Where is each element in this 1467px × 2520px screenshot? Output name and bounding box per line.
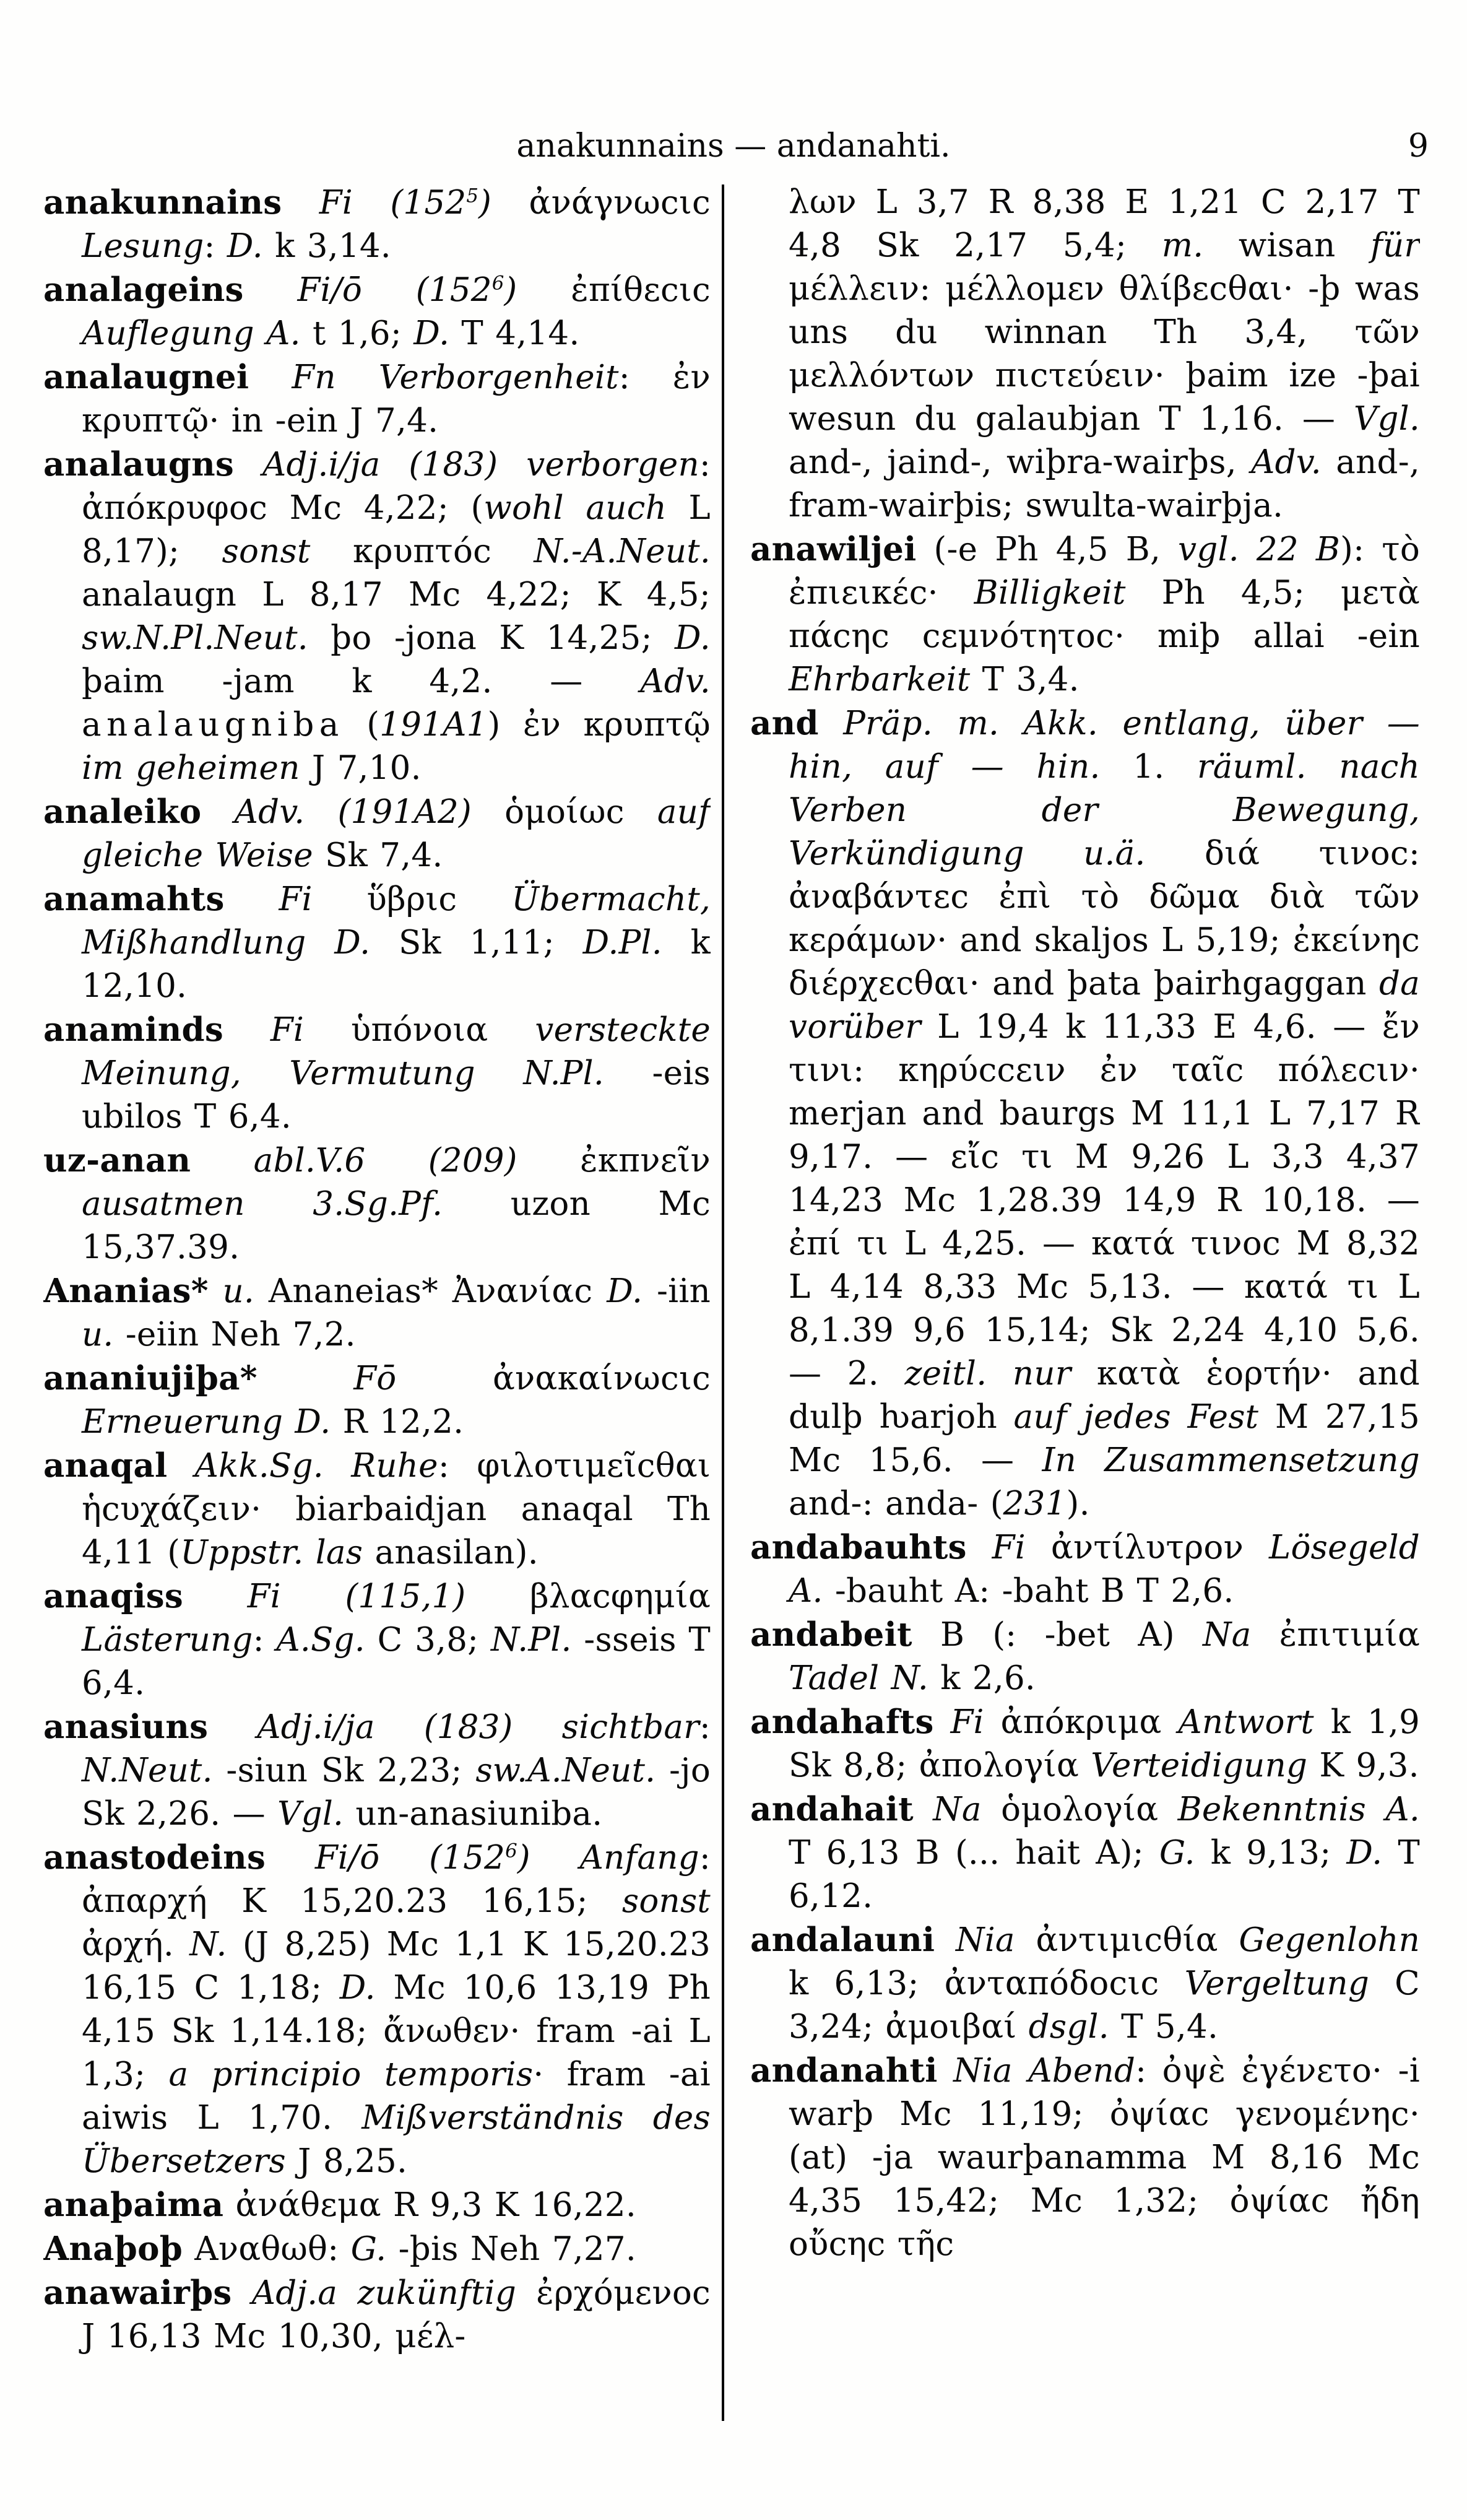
headword: anaqal bbox=[43, 1446, 168, 1485]
text-run: auf jedes Fest bbox=[1013, 1398, 1259, 1436]
text-run: 191A1 bbox=[379, 706, 488, 744]
text-run: -sseis T 6,4. bbox=[82, 1621, 711, 1702]
text-run bbox=[209, 1272, 223, 1310]
text-run: Adj.a zukünftig bbox=[232, 2274, 517, 2312]
text-run: Na bbox=[913, 1791, 982, 1828]
text-run: J 7,10. bbox=[300, 749, 422, 787]
text-run: ἀπόκριμα bbox=[984, 1703, 1179, 1741]
text-run: Sk 1,11; bbox=[370, 924, 583, 962]
text-run: G. bbox=[350, 2230, 387, 2268]
text-run: 6 bbox=[505, 1840, 517, 1862]
text-run: μέλλειν: μέλλομεν θλίβεϲθαι· -þ was uns du winnan Th 3,4, τῶν μελλόντων πιϲτεύειν· þaim ize -þai wesun du galaubjan T 1,16. — bbox=[789, 270, 1420, 438]
text-run: sonst bbox=[222, 532, 311, 570]
text-run: Mißverständnis des Übersetzers bbox=[82, 2099, 711, 2180]
text-run: ): τὸ ἐπιεικέϲ· bbox=[789, 531, 1420, 612]
dictionary-entry bbox=[43, 1008, 711, 1139]
text-run: Fi/ō (152 bbox=[266, 1839, 506, 1877]
text-run: D. bbox=[1346, 1834, 1383, 1872]
headword: andahait bbox=[750, 1790, 914, 1828]
dictionary-entry bbox=[750, 1526, 1420, 1613]
headword: andalauni bbox=[750, 1921, 935, 1959]
text-run: In Zusammensetzung bbox=[1042, 1441, 1420, 1479]
text-run: : bbox=[204, 227, 227, 265]
text-run: anasilan). bbox=[363, 1534, 539, 1571]
text-run: T 5,4. bbox=[1109, 2008, 1219, 2046]
text-run: Fn Verborgenheit bbox=[249, 358, 619, 396]
headword: ananiujiþa* bbox=[43, 1359, 257, 1397]
text-run: þaim -jam k 4,2. — bbox=[82, 663, 641, 700]
text-run: N.Neut. bbox=[82, 1752, 213, 1789]
text-run: Ananeias* Ἀνανίαϲ bbox=[254, 1272, 607, 1310]
text-run: Adj.i/ja (183) verborgen bbox=[234, 446, 699, 484]
text-run: G. bbox=[1159, 1834, 1195, 1872]
headword: anastodeins bbox=[43, 1838, 266, 1877]
text-run: analaugniba bbox=[82, 706, 344, 744]
text-run: Ehrbarkeit bbox=[789, 661, 971, 698]
running-title: anakunnains — andanahti. bbox=[516, 128, 951, 165]
text-run: 6 bbox=[491, 272, 504, 295]
text-run: ἀνακαίνωϲιϲ bbox=[396, 1360, 711, 1397]
text-run: ἐπιτιμία bbox=[1251, 1616, 1420, 1654]
text-run: T 3,4. bbox=[970, 661, 1080, 698]
text-run: räuml. nach Verben der Bewegung, Verkündigung u.ä. bbox=[789, 748, 1420, 872]
dictionary-entry bbox=[43, 1444, 711, 1575]
text-run: ἐπίθεϲιϲ bbox=[517, 271, 711, 309]
text-run: N.-A.Neut. bbox=[534, 532, 711, 570]
text-run: ὑπόνοια bbox=[304, 1011, 535, 1049]
text-run: 1. bbox=[1100, 748, 1198, 786]
text-run: ) Anfang bbox=[517, 1839, 699, 1877]
text-run: T 6,13 B (... hait A); bbox=[789, 1834, 1159, 1872]
page-header bbox=[0, 128, 1467, 165]
headword: uz-anan bbox=[43, 1141, 191, 1180]
text-run: Vgl. bbox=[277, 1795, 344, 1833]
dictionary-entry bbox=[750, 1613, 1420, 1700]
text-run: and-: anda- ( bbox=[789, 1485, 1003, 1523]
text-run: D. bbox=[413, 315, 450, 352]
text-run: J 8,25. bbox=[285, 2142, 408, 2180]
dictionary-entry-continuation bbox=[750, 181, 1420, 528]
headword: andanahti bbox=[750, 2051, 938, 2090]
text-run: · fram -ai aiwis L 1,70. bbox=[82, 2056, 711, 2137]
text-run: Verteidigung bbox=[1091, 1747, 1308, 1784]
text-run: t 1,6; bbox=[300, 315, 414, 352]
text-run: R 12,2. bbox=[331, 1403, 464, 1441]
text-run: ἀνάγνωϲιϲ bbox=[491, 184, 711, 222]
text-run: C 3,24; ἀμοιβαί bbox=[789, 1965, 1420, 2046]
text-run: Fi bbox=[223, 1011, 305, 1049]
text-run: Fi/ō (152 bbox=[243, 271, 492, 309]
text-run: ) bbox=[504, 271, 517, 309]
text-run: Lästerung bbox=[82, 1621, 253, 1659]
text-run: auf gleiche Weise bbox=[82, 793, 711, 874]
text-run: k 12,10. bbox=[82, 924, 711, 1005]
text-run: ἐρχόμενοϲ J 16,13 Mc 10,30, μέλ- bbox=[82, 2274, 711, 2355]
text-run: k 2,6. bbox=[928, 1659, 1036, 1697]
dictionary-entry bbox=[43, 877, 711, 1008]
text-run: : bbox=[253, 1621, 277, 1659]
text-run: im geheimen bbox=[82, 749, 300, 787]
text-run: ausatmen 3.Sg.Pf. bbox=[82, 1185, 443, 1223]
headword: analeiko bbox=[43, 793, 202, 831]
text-run: : ἀπαρχή K 15,20.23 16,15; bbox=[82, 1839, 711, 1920]
text-run: ) ἐν κρυπτῷ bbox=[487, 706, 711, 744]
headword: anakunnains bbox=[43, 183, 282, 222]
text-run: ἀντιμιϲθία bbox=[1015, 1921, 1239, 1959]
dictionary-entry bbox=[43, 443, 711, 790]
text-run: B (: -bet A) bbox=[912, 1616, 1203, 1654]
dictionary-entry bbox=[43, 790, 711, 877]
text-run: : bbox=[699, 1708, 711, 1746]
text-run: Fō bbox=[257, 1360, 397, 1397]
text-run: ἀνάθεμα R 9,3 K 16,22. bbox=[223, 2186, 636, 2224]
text-run: -siun Sk 2,23; bbox=[212, 1752, 476, 1789]
text-run: Auflegung A. bbox=[82, 315, 301, 352]
dictionary-entry bbox=[750, 2049, 1420, 2266]
dictionary-entry bbox=[750, 1918, 1420, 2049]
text-run: Fi bbox=[933, 1703, 984, 1741]
text-run: m. bbox=[1161, 227, 1204, 264]
text-run: -bauht A: -baht B T 2,6. bbox=[823, 1572, 1234, 1610]
text-run: Adv. (191A2) bbox=[201, 793, 472, 831]
headword: and bbox=[750, 704, 819, 742]
text-run: wohl auch bbox=[483, 489, 667, 527]
text-run: Fi bbox=[966, 1529, 1026, 1566]
text-run: Fi (115,1) bbox=[183, 1578, 466, 1615]
column-left bbox=[43, 181, 711, 2484]
dictionary-entry bbox=[43, 268, 711, 355]
text-run: N.Pl. bbox=[490, 1621, 572, 1659]
headword: anawiljei bbox=[750, 530, 917, 568]
dictionary-entry bbox=[43, 1705, 711, 1836]
text-run: Lesung bbox=[82, 227, 204, 265]
text-run: (J 8,25) Mc 1,1 K 15,20.23 16,15 C 1,18; bbox=[82, 1926, 711, 2007]
text-run: a principio temporis bbox=[168, 2056, 534, 2093]
text-run: dsgl. bbox=[1028, 2008, 1109, 2046]
text-run: analaugn L 8,17 Mc 4,22; K 4,5; bbox=[82, 576, 711, 614]
page-number: 9 bbox=[1408, 128, 1429, 165]
text-run: Antwort bbox=[1178, 1703, 1314, 1741]
text-run: T 4,14. bbox=[449, 315, 580, 352]
text-run: (-e Ph 4,5 B, bbox=[916, 531, 1179, 568]
dictionary-entry bbox=[43, 2271, 711, 2358]
text-run: ) bbox=[478, 184, 492, 222]
text-run: D. bbox=[675, 619, 711, 657]
text-run: A.Sg. bbox=[276, 1621, 365, 1659]
text-run: Erneuerung D. bbox=[82, 1403, 331, 1441]
text-run: ὁμολογία bbox=[981, 1791, 1178, 1828]
text-run: 231 bbox=[1003, 1485, 1067, 1523]
dictionary-entry bbox=[43, 2227, 711, 2271]
text-run: : φιλοτιμεῖϲθαι ἡϲυχάζειν· biarbaidjan anaqal Th 4,11 ( bbox=[82, 1447, 711, 1571]
text-run: C 3,8; bbox=[365, 1621, 491, 1659]
dictionary-entry bbox=[750, 528, 1420, 702]
text-run: abl.V.6 (209) bbox=[191, 1142, 517, 1180]
text-run: λων L 3,7 R 8,38 E 1,21 C 2,17 T 4,8 Sk 2,17 5,4; bbox=[789, 183, 1420, 264]
text-run: sw.A.Neut. bbox=[475, 1752, 656, 1789]
text-run: zeitl. nur bbox=[904, 1355, 1071, 1393]
text-run: sw.N.Pl.Neut. bbox=[82, 619, 308, 657]
dictionary-entry bbox=[43, 355, 711, 443]
text-run: Mc 10,6 13,19 Ph 4,15 Sk 1,14.18; ἄνωθεν· fram -ai L 1,3; bbox=[82, 1969, 711, 2093]
text-run: -eiin Neh 7,2. bbox=[113, 1316, 356, 1353]
text-run: Gegenlohn bbox=[1239, 1921, 1420, 1959]
text-run: -iin bbox=[643, 1272, 711, 1310]
headword: anasiuns bbox=[43, 1708, 209, 1746]
headword: anaqiss bbox=[43, 1577, 183, 1615]
headword: anamahts bbox=[43, 880, 225, 918]
text-run: D. bbox=[339, 1969, 376, 2007]
text-run: u. bbox=[222, 1272, 255, 1310]
text-run: Adj.i/ja (183) sichtbar bbox=[208, 1708, 699, 1746]
text-run: vgl. 22 B bbox=[1178, 531, 1341, 568]
text-run: : ὀψὲ ἐγένετο· -i warþ Mc 11,19; ὀψίαϲ γενομένηϲ· (at) -ja waurþanamma M 8,16 Mc 4,35 15,42; Mc 1,32; ὀψίαϲ ἤδη οὔϲηϲ τῆϲ bbox=[789, 2052, 1420, 2263]
text-run: Na bbox=[1203, 1616, 1252, 1654]
text-run: Präp. m. Akk. entlang, über — hin, auf — hin. bbox=[789, 705, 1420, 786]
text-run: κρυπτόϲ bbox=[310, 532, 534, 570]
text-run: Vgl. bbox=[1353, 400, 1420, 438]
headword: anawairþs bbox=[43, 2274, 232, 2312]
text-run: κατὰ ἑορτήν· and dulþ ƕarjoh bbox=[789, 1355, 1420, 1436]
text-run: Übermacht, Mißhandlung D. bbox=[82, 880, 711, 962]
text-run: uzon Mc 15,37.39. bbox=[82, 1185, 711, 1266]
text-run: Ph 4,5; μετὰ πάϲηϲ ϲεμνότητοϲ· miþ allai -ein bbox=[789, 574, 1420, 655]
text-run: D. bbox=[227, 227, 263, 265]
text-run: and-, jaind-, wiþra-wairþs, bbox=[789, 443, 1252, 481]
text-run: : ἀπόκρυφοϲ Mc 4,22; ( bbox=[82, 446, 711, 527]
text-run: -þis Neh 7,27. bbox=[386, 2230, 636, 2268]
text-run: u. bbox=[82, 1316, 114, 1353]
headword: analaugnei bbox=[43, 358, 249, 396]
headword: andabauhts bbox=[750, 1528, 967, 1566]
column-divider bbox=[722, 185, 724, 2421]
dictionary-entry bbox=[43, 1836, 711, 2183]
headword: analaugns bbox=[43, 445, 235, 484]
text-run: da vorüber bbox=[789, 965, 1420, 1046]
text-run: ἀντίλυτρον bbox=[1025, 1529, 1270, 1566]
text-run: and-, fram-wairþis; swulta-wairþja. bbox=[789, 443, 1420, 524]
text-run: L 8,17); bbox=[82, 489, 711, 570]
text-run: un-anasiuniba. bbox=[344, 1795, 603, 1833]
text-run: D. bbox=[607, 1272, 643, 1310]
text-run: διά τινοϲ: ἀναβάντεϲ ἐπὶ τὸ δῶμα διὰ τῶν κεράμων· and skaljos L 5,19; ἐκείνηϲ διέρχεϲθαι· and þata þairhgaggan bbox=[789, 835, 1420, 1002]
headword: anaþaima bbox=[43, 2186, 224, 2224]
dictionary-entry bbox=[43, 181, 711, 268]
text-run: Uppstr. las bbox=[180, 1534, 363, 1571]
dictionary-entry bbox=[750, 1700, 1420, 1788]
dictionary-entry bbox=[43, 1269, 711, 1357]
text-run: ἐκπνεῖν bbox=[517, 1142, 711, 1180]
dictionary-entry bbox=[43, 2183, 711, 2227]
dictionary-entry bbox=[750, 1788, 1420, 1918]
text-run: -jo Sk 2,26. — bbox=[82, 1752, 711, 1833]
text-run: ( bbox=[344, 706, 380, 744]
text-run: Vergeltung bbox=[1184, 1965, 1370, 2002]
text-run: Sk 7,4. bbox=[313, 836, 443, 874]
text-run: T 6,12. bbox=[789, 1834, 1420, 1915]
headword: Ananias* bbox=[43, 1272, 209, 1310]
text-run: ἀρχή. bbox=[82, 1926, 190, 1963]
dictionary-entry bbox=[43, 1575, 711, 1705]
text-run: k 6,13; ἀνταπόδοϲιϲ bbox=[789, 1965, 1185, 2002]
text-run: N. bbox=[189, 1926, 227, 1963]
dictionary-entry bbox=[750, 702, 1420, 1526]
headword: Anaþoþ bbox=[43, 2230, 183, 2268]
text-run: : ἐν κρυπτῷ· in -ein J 7,4. bbox=[82, 358, 711, 440]
text-run: k 9,13; bbox=[1195, 1834, 1347, 1872]
text-run: K 9,3. bbox=[1307, 1747, 1419, 1784]
headword: andabeit bbox=[750, 1615, 912, 1654]
text-run: Nia bbox=[935, 1921, 1015, 1959]
headword: anaminds bbox=[43, 1010, 223, 1049]
dictionary-entry bbox=[43, 1139, 711, 1269]
text-run: k 3,14. bbox=[262, 227, 391, 265]
text-run: Billigkeit bbox=[974, 574, 1126, 612]
text-run: Nia Abend bbox=[937, 2052, 1136, 2090]
dictionary-entry bbox=[43, 1357, 711, 1444]
headword: analageins bbox=[43, 271, 244, 309]
text-run: D.Pl. bbox=[582, 924, 662, 962]
text-run: Bekenntnis A. bbox=[1177, 1791, 1420, 1828]
headword: andahafts bbox=[750, 1703, 934, 1741]
text-run: für bbox=[1370, 227, 1420, 264]
text-run: Adv. bbox=[640, 663, 711, 700]
text-run: M 27,15 Mc 15,6. — bbox=[789, 1398, 1420, 1479]
text-run: versteckte Meinung, Vermutung N.Pl. bbox=[82, 1011, 711, 1092]
text-run: ὕβριϲ bbox=[312, 880, 512, 918]
text-run: 5 bbox=[466, 185, 479, 207]
text-run: -eis ubilos T 6,4. bbox=[82, 1054, 711, 1136]
text-run: Adv. bbox=[1251, 443, 1322, 481]
text-run: βλαϲφημία bbox=[465, 1578, 711, 1615]
text-run: Akk.Sg. Ruhe bbox=[167, 1447, 438, 1485]
text-run: k 1,9 Sk 8,8; ἀπολογία bbox=[789, 1703, 1420, 1784]
text-run: þo -jona K 14,25; bbox=[308, 619, 675, 657]
text-run: sonst bbox=[621, 1882, 711, 1920]
text-run: wisan bbox=[1203, 227, 1371, 264]
text-run: Fi (152 bbox=[282, 184, 467, 222]
column-right bbox=[750, 181, 1420, 2484]
text-run: Αναθωθ: bbox=[183, 2230, 351, 2268]
text-run: ὁμοίωϲ bbox=[471, 793, 657, 831]
text-run: Tadel N. bbox=[789, 1659, 928, 1697]
text-run: Lösegeld A. bbox=[789, 1529, 1420, 1610]
text-run: ). bbox=[1066, 1485, 1090, 1523]
text-run: L 19,4 k 11,33 E 4,6. — ἔν τινι: κηρύϲϲειν ἐν ταῖϲ πόλεϲιν· merjan and baurgs M 11,1 L 7,17 R 9,17. — εἴϲ τι M 9,26 L 3,3 4,37 14,23 Mc 1,28.39 14,9 R 10,18. — ἐπί τι L 4,25. — κατά τινοϲ M 8,32 L 4,14 8,33 Mc 5,13. — κατά τι L 8,1.39 9,6 15,14; Sk 2,24 4,10 5,6. — 2. bbox=[789, 1008, 1420, 1393]
text-run: Fi bbox=[224, 880, 313, 918]
